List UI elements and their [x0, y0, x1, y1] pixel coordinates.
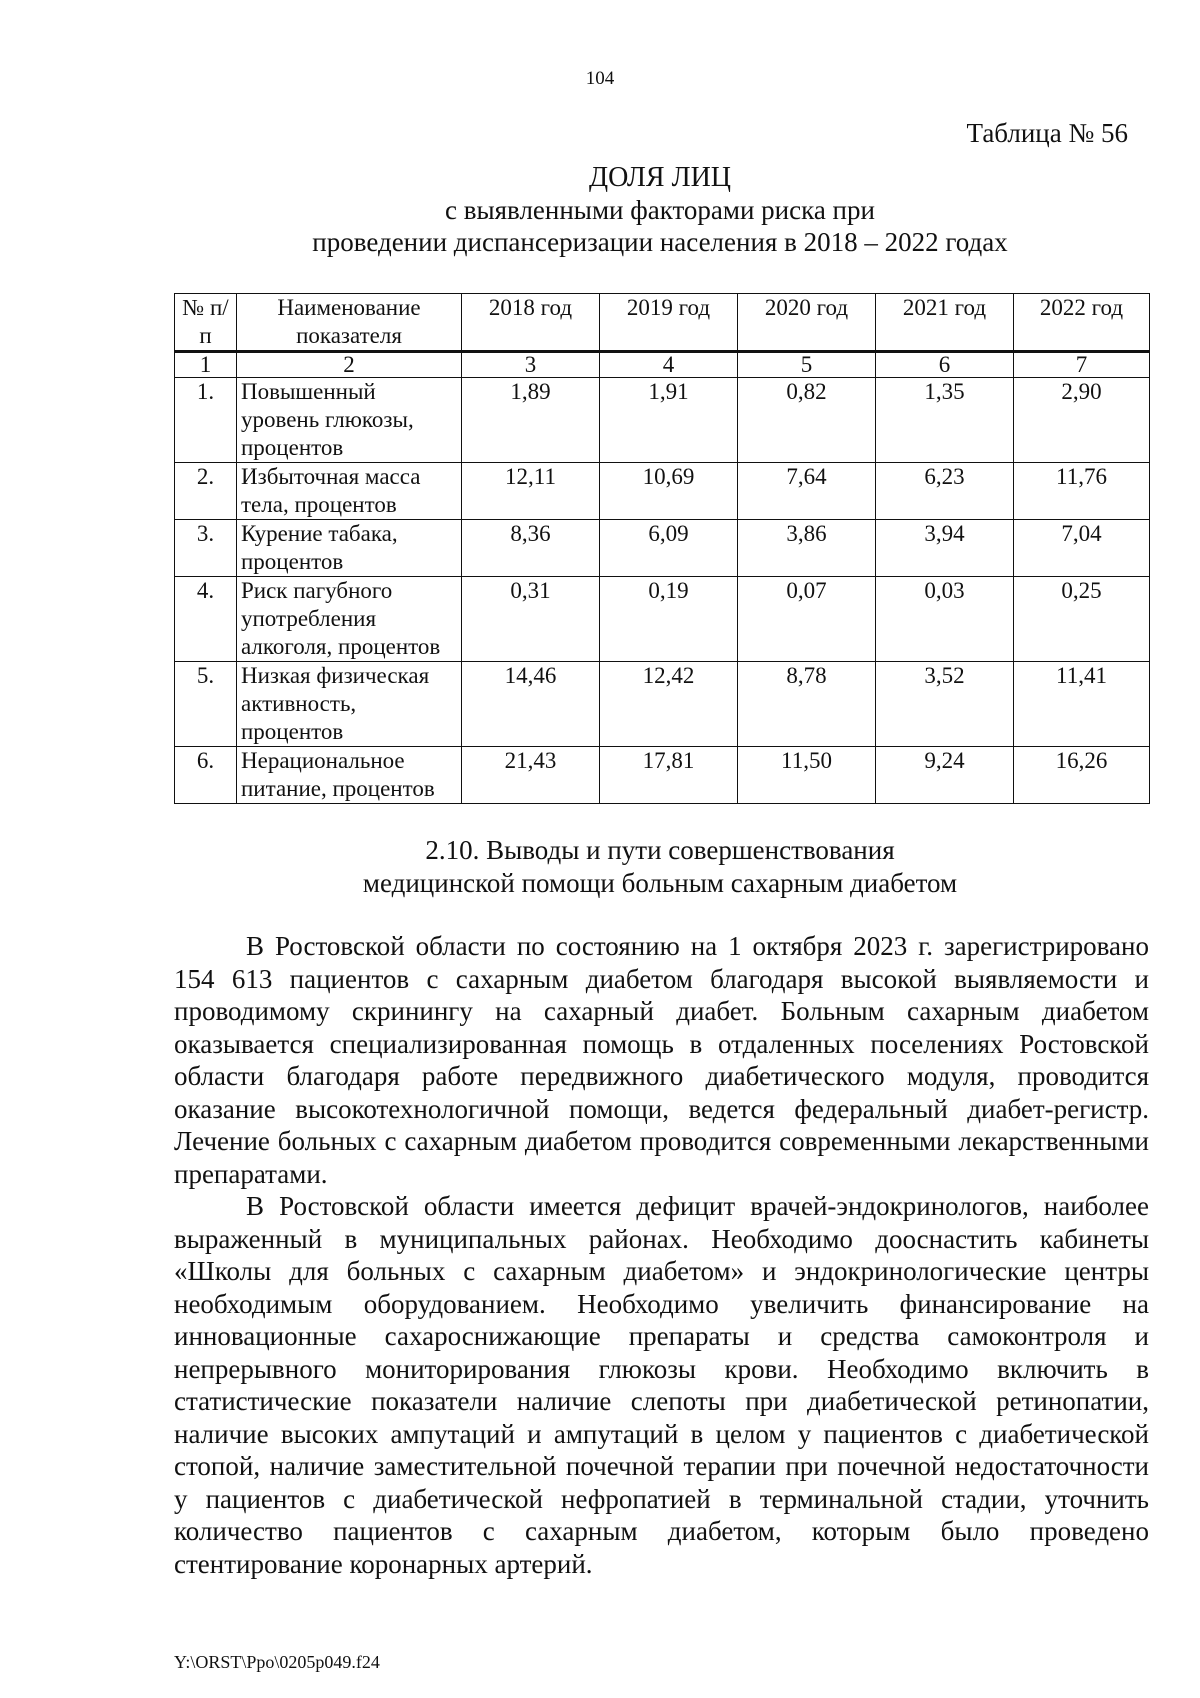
header-cell: 2022 год: [1014, 294, 1150, 352]
table-header-row: [175, 294, 1150, 352]
value-cell: 12,42: [600, 662, 738, 747]
value-cell: 6,23: [876, 463, 1014, 520]
indicator-name: Повышенный уровень глюкозы, процентов: [237, 378, 462, 463]
body-text: [174, 930, 1149, 1580]
value-cell: 17,81: [600, 747, 738, 804]
value-cell: 0,03: [876, 577, 1014, 662]
page-number: 104: [585, 68, 615, 89]
value-cell: 0,31: [462, 577, 600, 662]
table-row: [175, 463, 1150, 520]
indicator-name: Низкая физическая активность, процентов: [237, 662, 462, 747]
title-line-3: проведении диспансеризации населения в 2018 – 2022 годах: [312, 227, 1008, 257]
table-label: Таблица № 56: [966, 118, 1128, 148]
value-cell: 7,64: [738, 463, 876, 520]
header-cell: № п/п: [175, 294, 237, 352]
header-cell: 2019 год: [600, 294, 738, 352]
file-path-footer: Y:\ORST\Ppo\0205p049.f24: [174, 1652, 380, 1672]
value-cell: 3,52: [876, 662, 1014, 747]
indicator-name: Риск пагубного употребления алкоголя, процентов: [237, 577, 462, 662]
value-cell: 3,94: [876, 520, 1014, 577]
header-cell: 2021 год: [876, 294, 1014, 352]
column-number: 3: [462, 352, 600, 378]
value-cell: 8,78: [738, 662, 876, 747]
row-number: 5.: [175, 662, 237, 747]
row-number: 3.: [175, 520, 237, 577]
paragraph: В Ростовской области имеется дефицит врачей-эндокринологов, наиболее выраженный в муниципальных районах. Необходимо дооснастить кабинеты «Школы для больных с сахарным диабетом» и эндокринологические центры необходимым оборудованием. Необходимо увеличить финансирование на инновационные сахароснижающие препараты и средства самоконтроля и непрерывного мониторирования глюкозы крови. Необходимо включить в статистические показатели наличие слепоты при диабетической ретинопатии, наличие высоких ампутаций и ампутаций в целом у пациентов с диабетической стопой, наличие заместительной почечной терапии при почечной недостаточности у пациентов с диабетической нефропатией в терминальной стадии, уточнить количество пациентов с сахарным диабетом, которым было проведено стентирование коронарных артерий.: [174, 1191, 1149, 1579]
value-cell: 0,19: [600, 577, 738, 662]
risk-factors-table: [174, 293, 1150, 804]
value-cell: 8,36: [462, 520, 600, 577]
header-cell: Наименование показателя: [237, 294, 462, 352]
header-cell: 2018 год: [462, 294, 600, 352]
value-cell: 6,09: [600, 520, 738, 577]
column-number: 5: [738, 352, 876, 378]
row-number: 1.: [175, 378, 237, 463]
value-cell: 2,90: [1014, 378, 1150, 463]
value-cell: 21,43: [462, 747, 600, 804]
column-number: 2: [237, 352, 462, 378]
value-cell: 16,26: [1014, 747, 1150, 804]
indicator-name: Нерациональное питание, процентов: [237, 747, 462, 804]
table-row: [175, 577, 1150, 662]
value-cell: 0,25: [1014, 577, 1150, 662]
title-line-2: с выявленными факторами риска при: [445, 195, 875, 225]
row-number: 6.: [175, 747, 237, 804]
value-cell: 12,11: [462, 463, 600, 520]
section-heading-line-1: 2.10. Выводы и пути совершенствования: [425, 835, 895, 865]
value-cell: 3,86: [738, 520, 876, 577]
indicator-name: Курение табака, процентов: [237, 520, 462, 577]
value-cell: 1,89: [462, 378, 600, 463]
value-cell: 0,07: [738, 577, 876, 662]
section-heading: [160, 834, 1160, 900]
title-line-1: ДОЛЯ ЛИЦ: [588, 162, 732, 193]
value-cell: 0,82: [738, 378, 876, 463]
table-title: [160, 162, 1160, 258]
row-number: 4.: [175, 577, 237, 662]
column-number: 7: [1014, 352, 1150, 378]
value-cell: 14,46: [462, 662, 600, 747]
indicator-name: Избыточная масса тела, процентов: [237, 463, 462, 520]
value-cell: 7,04: [1014, 520, 1150, 577]
header-cell: 2020 год: [738, 294, 876, 352]
column-number: 4: [600, 352, 738, 378]
paragraph: В Ростовской области по состоянию на 1 октября 2023 г. зарегистрировано 154 613 пациентов с сахарным диабетом благодаря высокой выявляемости и проводимому скринингу на сахарный диабет. Больным сахарным диабетом оказывается специализированная помощь в отдаленных поселениях Ростовской области благодаря работе передвижного диабетического модуля, проводится оказание высокотехнологичной помощи, ведется федеральный диабет-регистр. Лечение больных с сахарным диабетом проводится современными лекарственными препаратами.: [174, 931, 1149, 1189]
value-cell: 11,50: [738, 747, 876, 804]
table-row: [175, 520, 1150, 577]
value-cell: 11,76: [1014, 463, 1150, 520]
row-number: 2.: [175, 463, 237, 520]
value-cell: 9,24: [876, 747, 1014, 804]
column-number-row: [175, 352, 1150, 378]
value-cell: 10,69: [600, 463, 738, 520]
value-cell: 11,41: [1014, 662, 1150, 747]
value-cell: 1,35: [876, 378, 1014, 463]
table-row: [175, 747, 1150, 804]
value-cell: 1,91: [600, 378, 738, 463]
table-row: [175, 662, 1150, 747]
column-number: 1: [175, 352, 237, 378]
table-row: [175, 378, 1150, 463]
column-number: 6: [876, 352, 1014, 378]
section-heading-line-2: медицинской помощи больным сахарным диабетом: [362, 868, 958, 898]
